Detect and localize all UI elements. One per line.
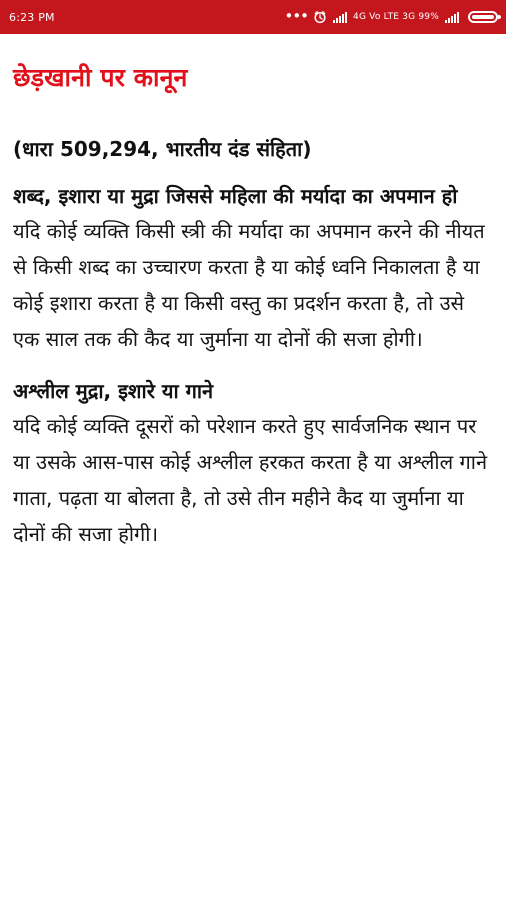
section-obscene-acts <box>13 375 493 552</box>
section-heading: अश्लील मुद्रा, इशारे या गाने <box>13 379 214 403</box>
status-time: 6:23 PM <box>9 10 55 24</box>
more-dots-icon: ••• <box>284 6 309 25</box>
battery-level-fill <box>472 15 494 19</box>
article-content <box>13 52 493 552</box>
alarm-icon <box>313 9 327 25</box>
status-icons <box>284 6 498 25</box>
section-words-gestures <box>13 180 493 357</box>
signal-icon-2 <box>444 9 460 25</box>
signal-icon <box>332 9 348 25</box>
law-reference-subtitle: (धारा 509,294, भारतीय दंड संहिता) <box>13 137 312 161</box>
battery-icon <box>468 11 498 23</box>
section-body: यदि कोई व्यक्ति किसी स्त्री की मर्यादा का अपमान करने की नीयत से किसी शब्द का उच्चारण करता है या कोई ध्वनि निकालता है या कोई इशारा करता है या किसी वस्तु का प्रदर्शन करता है, तो उसे एक साल तक की कैद या जुर्माना या दोनों की सजा होगी। <box>13 219 485 351</box>
page-title: छेड़खानी पर कानून <box>13 63 188 92</box>
status-bar <box>0 0 506 34</box>
network-status-text: 4G Vo LTE 3G 99% <box>353 12 439 22</box>
section-heading: शब्द, इशारा या मुद्रा जिससे महिला की मर्यादा का अपमान हो <box>13 184 458 208</box>
section-body: यदि कोई व्यक्ति दूसरों को परेशान करते हुए सार्वजनिक स्थान पर या उसके आस-पास कोई अश्लील हरकत करता है या अश्लील गाने गाता, पढ़ता या बोलता है, तो उसे तीन महीने कैद या जुर्माना या दोनों की सजा होगी। <box>13 414 488 546</box>
